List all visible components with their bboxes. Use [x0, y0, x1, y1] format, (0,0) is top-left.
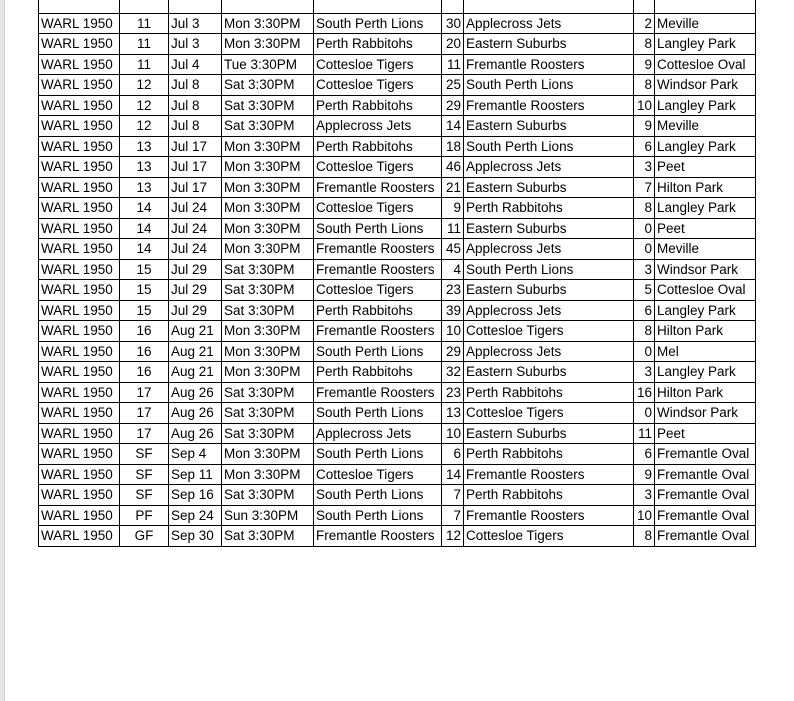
away-score-cell: 8 [634, 34, 655, 55]
home-score-cell: 10 [442, 321, 464, 342]
venue-cell: Langley Park [655, 95, 756, 116]
competition-cell: WARL 1950 [39, 300, 120, 321]
away-score-cell: 3 [634, 485, 655, 506]
date-cell: Aug 26 [169, 403, 222, 424]
time-cell: Sat 3:30PM [222, 300, 314, 321]
away-score-cell: 16 [634, 382, 655, 403]
competition-cell: WARL 1950 [39, 218, 120, 239]
home-score-cell: 29 [442, 341, 464, 362]
away-score-cell: 8 [634, 526, 655, 547]
away-team-cell: Perth Rabbitohs [464, 382, 634, 403]
home-score-cell: 11 [442, 218, 464, 239]
time-cell: Sat 3:30PM [222, 116, 314, 137]
away-team-cell: Eastern Suburbs [464, 34, 634, 55]
date-cell: Jul 17 [169, 136, 222, 157]
table-row [39, 526, 756, 547]
time-cell: Mon 3:30PM [222, 341, 314, 362]
away-score-cell: 0 [634, 239, 655, 260]
date-cell: Aug 21 [169, 341, 222, 362]
competition-cell [39, 0, 120, 13]
away-team-cell: Eastern Suburbs [464, 423, 634, 444]
away-team-cell: South Perth Lions [464, 136, 634, 157]
date-cell: Sep 30 [169, 526, 222, 547]
away-team-cell: Eastern Suburbs [464, 177, 634, 198]
round-cell: 17 [120, 382, 169, 403]
away-score-cell: 9 [634, 464, 655, 485]
round-cell: 17 [120, 423, 169, 444]
home-score-cell: 7 [442, 505, 464, 526]
round-cell: 17 [120, 403, 169, 424]
home-score-cell: 4 [442, 259, 464, 280]
table-row [39, 239, 756, 260]
time-cell: Mon 3:30PM [222, 321, 314, 342]
venue-cell: Mel [655, 341, 756, 362]
competition-cell: WARL 1950 [39, 444, 120, 465]
time-cell: Sat 3:30PM [222, 403, 314, 424]
venue-cell: Windsor Park [655, 75, 756, 96]
time-cell: Sat 3:30PM [222, 423, 314, 444]
away-score-cell: 8 [634, 75, 655, 96]
away-team-cell: Applecross Jets [464, 341, 634, 362]
time-cell: Sat 3:30PM [222, 259, 314, 280]
home-score-cell [442, 0, 464, 13]
time-cell: Mon 3:30PM [222, 198, 314, 219]
date-cell: Aug 21 [169, 321, 222, 342]
table-row [39, 444, 756, 465]
table-row [39, 321, 756, 342]
competition-cell: WARL 1950 [39, 362, 120, 383]
away-score-cell: 7 [634, 177, 655, 198]
away-score-cell: 6 [634, 136, 655, 157]
competition-cell: WARL 1950 [39, 341, 120, 362]
competition-cell: WARL 1950 [39, 136, 120, 157]
table-row [39, 198, 756, 219]
home-team-cell: Cottesloe Tigers [314, 75, 442, 96]
away-score-cell: 11 [634, 423, 655, 444]
home-team-cell: Cottesloe Tigers [314, 54, 442, 75]
round-cell: 14 [120, 239, 169, 260]
time-cell: Sat 3:30PM [222, 526, 314, 547]
competition-cell: WARL 1950 [39, 239, 120, 260]
competition-cell: WARL 1950 [39, 116, 120, 137]
away-team-cell: Applecross Jets [464, 13, 634, 34]
page-edge [0, 0, 5, 701]
home-team-cell: Perth Rabbitohs [314, 136, 442, 157]
table-row [39, 382, 756, 403]
home-team-cell: South Perth Lions [314, 403, 442, 424]
away-team-cell: Eastern Suburbs [464, 362, 634, 383]
away-score-cell: 10 [634, 505, 655, 526]
home-team-cell: Fremantle Roosters [314, 526, 442, 547]
away-team-cell: Applecross Jets [464, 239, 634, 260]
date-cell: Aug 26 [169, 382, 222, 403]
away-score-cell: 8 [634, 198, 655, 219]
time-cell: Mon 3:30PM [222, 34, 314, 55]
home-team-cell: Perth Rabbitohs [314, 95, 442, 116]
competition-cell: WARL 1950 [39, 177, 120, 198]
home-score-cell: 18 [442, 136, 464, 157]
away-team-cell: Eastern Suburbs [464, 116, 634, 137]
date-cell: Sep 4 [169, 444, 222, 465]
competition-cell: WARL 1950 [39, 34, 120, 55]
venue-cell: Meville [655, 239, 756, 260]
date-cell: Aug 26 [169, 423, 222, 444]
round-cell: 11 [120, 54, 169, 75]
time-cell: Mon 3:30PM [222, 136, 314, 157]
competition-cell: WARL 1950 [39, 403, 120, 424]
date-cell: Jul 24 [169, 239, 222, 260]
away-team-cell: Cottesloe Tigers [464, 321, 634, 342]
home-score-cell: 12 [442, 526, 464, 547]
competition-cell: WARL 1950 [39, 13, 120, 34]
away-team-cell: Fremantle Roosters [464, 505, 634, 526]
date-cell: Jul 24 [169, 218, 222, 239]
date-cell: Jul 8 [169, 116, 222, 137]
round-cell: 14 [120, 198, 169, 219]
table-row [39, 485, 756, 506]
home-team-cell: Perth Rabbitohs [314, 34, 442, 55]
round-cell: SF [120, 444, 169, 465]
away-score-cell: 3 [634, 362, 655, 383]
competition-cell: WARL 1950 [39, 95, 120, 116]
away-score-cell: 0 [634, 218, 655, 239]
venue-cell: Meville [655, 116, 756, 137]
venue-cell: Peet [655, 157, 756, 178]
away-team-cell: Eastern Suburbs [464, 280, 634, 301]
home-score-cell: 11 [442, 54, 464, 75]
round-cell: 14 [120, 218, 169, 239]
home-team-cell: Cottesloe Tigers [314, 157, 442, 178]
date-cell: Sep 11 [169, 464, 222, 485]
away-score-cell [634, 0, 655, 13]
competition-cell: WARL 1950 [39, 464, 120, 485]
table-row [39, 54, 756, 75]
away-team-cell: Eastern Suburbs [464, 218, 634, 239]
round-cell: 15 [120, 259, 169, 280]
round-cell: 13 [120, 136, 169, 157]
table-row [39, 34, 756, 55]
table-row [39, 362, 756, 383]
away-team-cell: Cottesloe Tigers [464, 403, 634, 424]
time-cell: Sat 3:30PM [222, 485, 314, 506]
away-score-cell: 2 [634, 13, 655, 34]
competition-cell: WARL 1950 [39, 526, 120, 547]
time-cell: Sat 3:30PM [222, 280, 314, 301]
round-cell: 11 [120, 13, 169, 34]
table-row [39, 280, 756, 301]
date-cell: Jul 17 [169, 177, 222, 198]
home-score-cell: 10 [442, 423, 464, 444]
round-cell: PF [120, 505, 169, 526]
table-row [39, 157, 756, 178]
round-cell: 11 [120, 34, 169, 55]
away-score-cell: 9 [634, 116, 655, 137]
home-score-cell: 29 [442, 95, 464, 116]
round-cell: 16 [120, 321, 169, 342]
venue-cell: Fremantle Oval [655, 485, 756, 506]
fixtures-table-body [39, 0, 756, 546]
venue-cell: Fremantle Oval [655, 505, 756, 526]
competition-cell: WARL 1950 [39, 505, 120, 526]
home-score-cell: 23 [442, 382, 464, 403]
home-score-cell: 6 [442, 444, 464, 465]
venue-cell: Langley Park [655, 300, 756, 321]
round-cell: SF [120, 485, 169, 506]
date-cell: Jul 8 [169, 75, 222, 96]
table-row [39, 75, 756, 96]
round-cell: 15 [120, 300, 169, 321]
time-cell: Sat 3:30PM [222, 382, 314, 403]
venue-cell: Peet [655, 218, 756, 239]
round-cell [120, 0, 169, 13]
home-team-cell: Fremantle Roosters [314, 259, 442, 280]
time-cell: Mon 3:30PM [222, 13, 314, 34]
venue-cell: Langley Park [655, 136, 756, 157]
home-team-cell: Perth Rabbitohs [314, 300, 442, 321]
home-team-cell: South Perth Lions [314, 218, 442, 239]
home-team-cell: Applecross Jets [314, 423, 442, 444]
round-cell: SF [120, 464, 169, 485]
table-row [39, 116, 756, 137]
time-cell: Tue 3:30PM [222, 54, 314, 75]
away-score-cell: 6 [634, 444, 655, 465]
date-cell: Jul 4 [169, 54, 222, 75]
date-cell: Jul 29 [169, 300, 222, 321]
competition-cell: WARL 1950 [39, 157, 120, 178]
table-row [39, 505, 756, 526]
date-cell: Jul 29 [169, 280, 222, 301]
table-row [39, 259, 756, 280]
venue-cell: Cottesloe Oval [655, 280, 756, 301]
home-team-cell: South Perth Lions [314, 341, 442, 362]
round-cell: GF [120, 526, 169, 547]
away-score-cell: 3 [634, 157, 655, 178]
home-team-cell: South Perth Lions [314, 485, 442, 506]
home-score-cell: 23 [442, 280, 464, 301]
venue-cell: Hilton Park [655, 321, 756, 342]
venue-cell: Fremantle Oval [655, 444, 756, 465]
home-score-cell: 13 [442, 403, 464, 424]
competition-cell: WARL 1950 [39, 54, 120, 75]
table-row [39, 300, 756, 321]
venue-cell: Hilton Park [655, 382, 756, 403]
away-score-cell: 6 [634, 300, 655, 321]
venue-cell: Windsor Park [655, 259, 756, 280]
home-team-cell: Fremantle Roosters [314, 177, 442, 198]
table-row [39, 341, 756, 362]
round-cell: 12 [120, 95, 169, 116]
away-team-cell: Perth Rabbitohs [464, 485, 634, 506]
date-cell: Aug 21 [169, 362, 222, 383]
home-team-cell: South Perth Lions [314, 444, 442, 465]
date-cell: Jul 3 [169, 13, 222, 34]
round-cell: 13 [120, 157, 169, 178]
home-score-cell: 32 [442, 362, 464, 383]
time-cell [222, 0, 314, 13]
table-row [39, 464, 756, 485]
time-cell: Mon 3:30PM [222, 177, 314, 198]
time-cell: Mon 3:30PM [222, 157, 314, 178]
round-cell: 13 [120, 177, 169, 198]
away-team-cell: Cottesloe Tigers [464, 526, 634, 547]
table-row [39, 218, 756, 239]
time-cell: Sat 3:30PM [222, 75, 314, 96]
venue-cell: Windsor Park [655, 403, 756, 424]
away-team-cell: Perth Rabbitohs [464, 444, 634, 465]
table-row [39, 13, 756, 34]
venue-cell: Peet [655, 423, 756, 444]
competition-cell: WARL 1950 [39, 280, 120, 301]
away-team-cell [464, 0, 634, 13]
away-score-cell: 3 [634, 259, 655, 280]
home-score-cell: 45 [442, 239, 464, 260]
home-team-cell: Fremantle Roosters [314, 382, 442, 403]
home-team-cell: Cottesloe Tigers [314, 464, 442, 485]
home-team-cell: Cottesloe Tigers [314, 198, 442, 219]
date-cell: Jul 24 [169, 198, 222, 219]
away-team-cell: Applecross Jets [464, 300, 634, 321]
away-team-cell: Perth Rabbitohs [464, 198, 634, 219]
away-score-cell: 8 [634, 321, 655, 342]
fixtures-table [38, 0, 756, 547]
time-cell: Mon 3:30PM [222, 444, 314, 465]
home-score-cell: 25 [442, 75, 464, 96]
home-team-cell: South Perth Lions [314, 505, 442, 526]
home-team-cell: Cottesloe Tigers [314, 280, 442, 301]
round-cell: 12 [120, 116, 169, 137]
venue-cell [655, 0, 756, 13]
time-cell: Mon 3:30PM [222, 464, 314, 485]
time-cell: Mon 3:30PM [222, 218, 314, 239]
venue-cell: Langley Park [655, 34, 756, 55]
home-score-cell: 20 [442, 34, 464, 55]
date-cell [169, 0, 222, 13]
home-score-cell: 30 [442, 13, 464, 34]
venue-cell: Fremantle Oval [655, 526, 756, 547]
competition-cell: WARL 1950 [39, 321, 120, 342]
competition-cell: WARL 1950 [39, 198, 120, 219]
time-cell: Sun 3:30PM [222, 505, 314, 526]
competition-cell: WARL 1950 [39, 485, 120, 506]
table-row [39, 95, 756, 116]
home-score-cell: 7 [442, 485, 464, 506]
away-team-cell: Fremantle Roosters [464, 464, 634, 485]
round-cell: 16 [120, 341, 169, 362]
home-score-cell: 21 [442, 177, 464, 198]
venue-cell: Langley Park [655, 362, 756, 383]
away-team-cell: South Perth Lions [464, 259, 634, 280]
venue-cell: Cottesloe Oval [655, 54, 756, 75]
home-score-cell: 9 [442, 198, 464, 219]
home-team-cell: Perth Rabbitohs [314, 362, 442, 383]
venue-cell: Fremantle Oval [655, 464, 756, 485]
away-team-cell: Fremantle Roosters [464, 54, 634, 75]
table-row [39, 136, 756, 157]
time-cell: Sat 3:30PM [222, 95, 314, 116]
away-score-cell: 10 [634, 95, 655, 116]
home-team-cell: Fremantle Roosters [314, 321, 442, 342]
away-score-cell: 5 [634, 280, 655, 301]
home-team-cell [314, 0, 442, 13]
round-cell: 16 [120, 362, 169, 383]
table-row [39, 423, 756, 444]
competition-cell: WARL 1950 [39, 423, 120, 444]
competition-cell: WARL 1950 [39, 259, 120, 280]
home-score-cell: 46 [442, 157, 464, 178]
away-team-cell: South Perth Lions [464, 75, 634, 96]
home-score-cell: 14 [442, 116, 464, 137]
date-cell: Jul 17 [169, 157, 222, 178]
venue-cell: Langley Park [655, 198, 756, 219]
table-row [39, 0, 756, 13]
table-row [39, 177, 756, 198]
competition-cell: WARL 1950 [39, 75, 120, 96]
date-cell: Jul 8 [169, 95, 222, 116]
home-team-cell: Applecross Jets [314, 116, 442, 137]
date-cell: Jul 29 [169, 259, 222, 280]
date-cell: Sep 16 [169, 485, 222, 506]
away-score-cell: 0 [634, 403, 655, 424]
home-team-cell: South Perth Lions [314, 13, 442, 34]
home-team-cell: Fremantle Roosters [314, 239, 442, 260]
away-score-cell: 9 [634, 54, 655, 75]
round-cell: 12 [120, 75, 169, 96]
venue-cell: Hilton Park [655, 177, 756, 198]
round-cell: 15 [120, 280, 169, 301]
competition-cell: WARL 1950 [39, 382, 120, 403]
venue-cell: Meville [655, 13, 756, 34]
away-score-cell: 0 [634, 341, 655, 362]
date-cell: Jul 3 [169, 34, 222, 55]
table-row [39, 403, 756, 424]
away-team-cell: Applecross Jets [464, 157, 634, 178]
date-cell: Sep 24 [169, 505, 222, 526]
home-score-cell: 14 [442, 464, 464, 485]
time-cell: Mon 3:30PM [222, 362, 314, 383]
time-cell: Mon 3:30PM [222, 239, 314, 260]
away-team-cell: Fremantle Roosters [464, 95, 634, 116]
home-score-cell: 39 [442, 300, 464, 321]
